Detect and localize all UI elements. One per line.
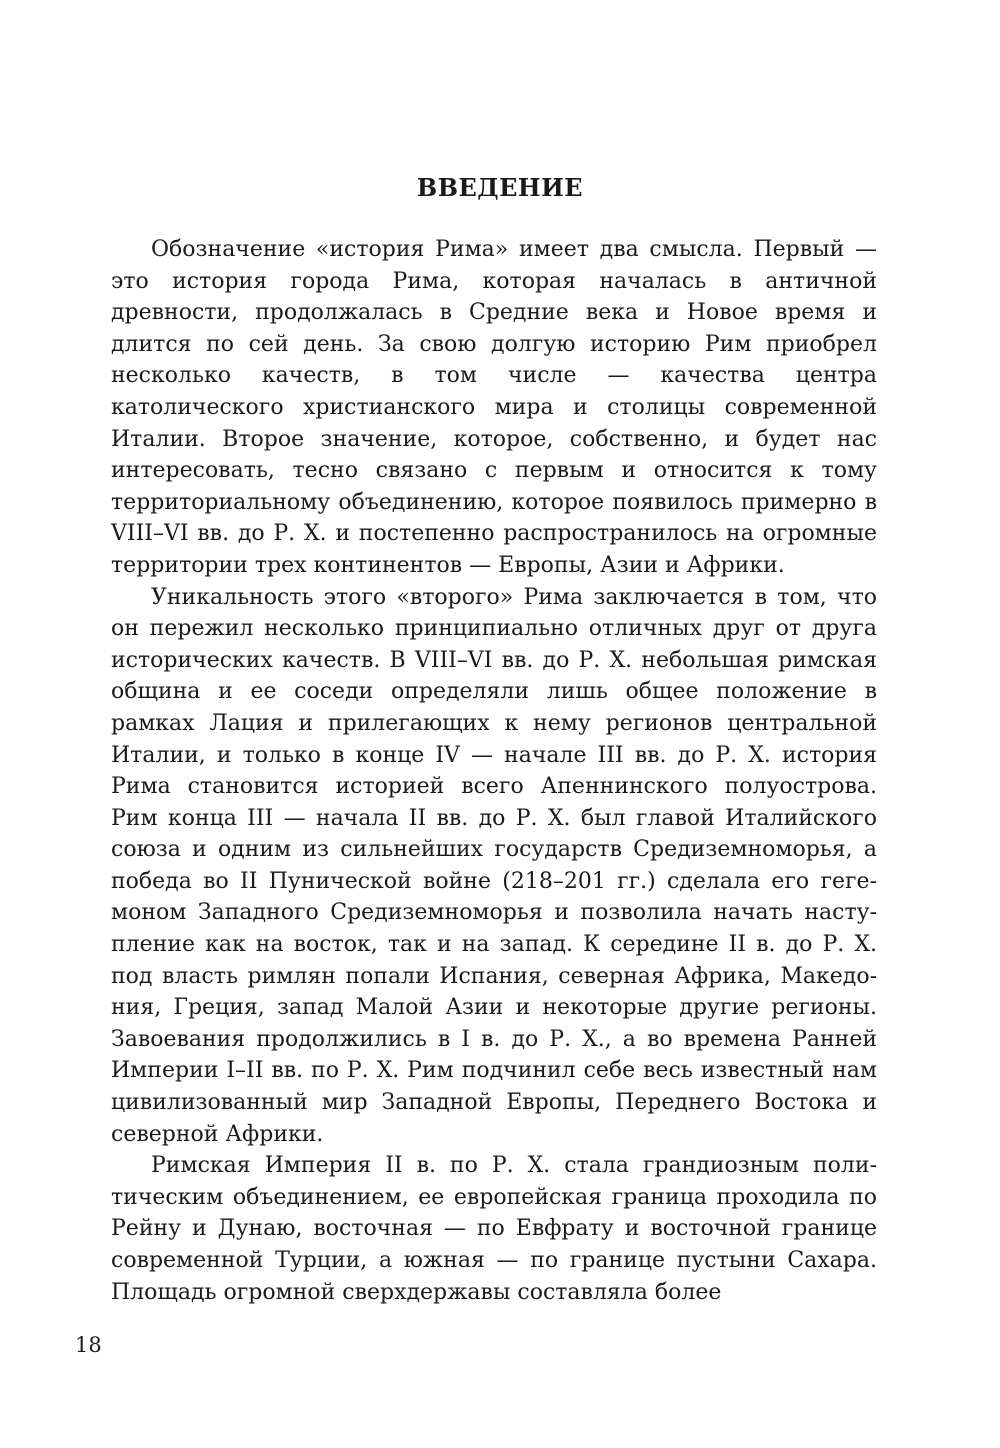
page-title: ВВЕДЕНИЕ xyxy=(416,173,584,202)
page-number: 18 xyxy=(75,1333,102,1357)
paragraph: Уникальность этого «второго» Рима заключается в том, что он пережил несколько принципиально отличных друг от друга исторических качеств. В VIII–VI вв. до Р. Х. небольшая римская община и ее соседи определяли лишь общее положение в рамках Лация и прилегающих к нему регионов центральной Италии, и только в конце IV — начале III вв. до Р. Х. история Рима становится историей всего Апеннинского полуострова. Рим конца III — начала II вв. до Р. Х. был главой Италийского союза и одним из сильнейших государств Средиземноморья, а победа во II Пунической войне (218–201 гг.) сделала его гегемоном Западного Средиземноморья и позволила начать наступление как на восток, так и на запад. К середине II в. до Р. Х. под власть римлян попали Испания, северная Африка, Македония, Греция, запад Малой Азии и некоторые другие регионы. Завоевания продолжились в I в. до Р. Х., а во времена Ранней Империи I–II вв. по Р. Х. Рим подчинил себе весь известный нам цивилизованный мир Западной Европы, Переднего Востока и северной Африки. xyxy=(111,584,877,1147)
paragraph: Обозначение «история Рима» имеет два смысла. Первый — это история города Рима, которая началась в античной древности, продолжалась в Средние века и Новое время и длится по сей день. За свою долгую историю Рим приобрел несколько качеств, в том числе — качества центра католического христианского мира и столицы современной Италии. Второе значение, которое, собственно, и будет нас интересовать, тесно связано с первым и относится к тому территориальному объединению, которое появилось примерно в VIII–VI вв. до Р. Х. и постепенно распространилось на огромные территории трех континентов — Европы, Азии и Африки. xyxy=(111,237,877,578)
paragraph: Римская Империя II в. по Р. Х. стала грандиозным политическим объединением, ее европейская граница проходила по Рейну и Дунаю, восточная — по Евфрату и восточной границе современной Турции, а южная — по границе пустыни Сахара. Площадь огромной сверхдержавы составляла более xyxy=(111,1153,877,1305)
body-text xyxy=(111,234,877,1308)
